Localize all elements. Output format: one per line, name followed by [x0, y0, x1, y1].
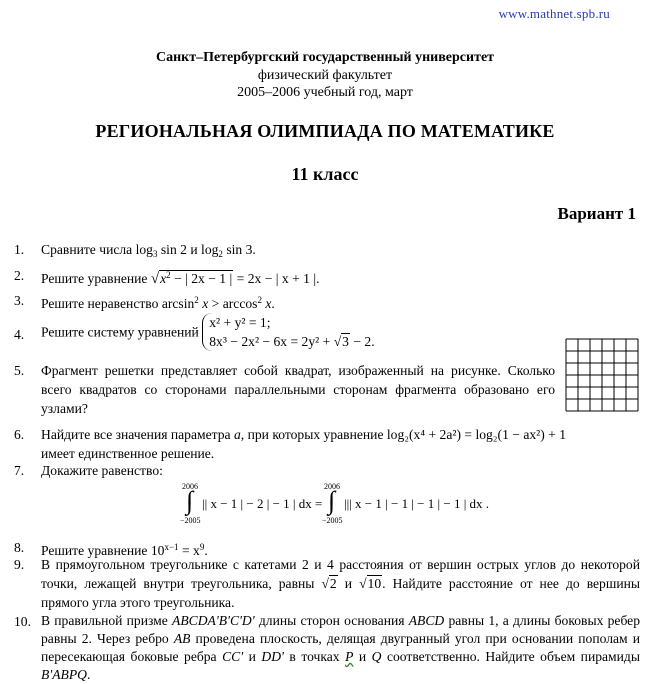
- university-name: Санкт–Петербургский государственный университет: [155, 50, 495, 65]
- problem-number: 8.: [14, 540, 25, 555]
- problem-number: 7.: [14, 463, 25, 478]
- problem-text: Решите уравнение $√x^2$ − | 2x − 1 | = 2x − | x + 1 |.: [41, 270, 320, 287]
- grade-label: 11 класс: [291, 164, 359, 184]
- equation-system: x² + y² = 1; 8x³ − 2x² − 6x = 2y² + √3 − 2.: [202, 313, 374, 351]
- problem-number: 4.: [14, 327, 25, 342]
- problem-text: Решите неравенство $\arcsin^2 x > \arccos^2 x$.: [41, 295, 275, 311]
- problem-7: [14, 461, 640, 480]
- problem-number: 5.: [14, 363, 25, 378]
- problem-number: 10.: [14, 614, 31, 629]
- problem-text: В прямоугольном треугольнике с катетами 2 и 4 расстояния от вершин острых углов до некоторой точки, лежащей внутри треугольника, равны √2 и √10. Найдите расстояние от нее до вершины прямого угла этого треугольника.: [41, 557, 641, 610]
- problem-text: Докажите равенство:: [41, 463, 163, 478]
- problem-number: 2.: [14, 268, 25, 283]
- faculty-name: физический факультет: [257, 68, 393, 83]
- problem-10: [14, 612, 640, 680]
- problem-number: 1.: [14, 242, 25, 257]
- problem-number: 3.: [14, 293, 25, 308]
- lattice-figure: [565, 338, 639, 412]
- problem-number: 9.: [14, 557, 25, 572]
- problem-text: Решите уравнение $10^{x-1} = x^9$.: [41, 542, 208, 558]
- problem-text: Решите систему уравнений x² + y² = 1; 8x³ − 2x² − 6x = 2y² + √3 − 2.: [41, 315, 375, 349]
- problem-3: [14, 291, 640, 310]
- problem-9: [14, 555, 640, 612]
- variant-label: Вариант 1: [557, 204, 636, 223]
- problem-number: 6.: [14, 427, 25, 442]
- problem-5: [14, 361, 555, 419]
- integral-equality: 2006 ∫ −2005 || x − 1 | − 2 | − 1 | dx = 2006 ∫ −2005 ||| x − 1 | − 1 | − 1 | − 1 | dx .: [180, 482, 490, 525]
- site-url[interactable]: www.mathnet.spb.ru: [498, 6, 610, 21]
- page-title: РЕГИОНАЛЬНАЯ ОЛИМПИАДА ПО МАТЕМАТИКЕ: [95, 121, 555, 141]
- problem-text: Фрагмент решетки представляет собой квадрат, изображенный на рисунке. Сколько всего квадратов со сторонами параллельными сторонам фрагмента образовано его узлами?: [41, 363, 555, 416]
- problem-text: В правильной призме ABCDA'B'C'D' длины сторон основания ABCD равны 1, а длины боковых ребер равны 2. Через ребро AB проведена плоскость, делящая двугранный угол при основании пополам и пересекающая боковые ребра CC' и DD' в точках P и Q соответственно. Найдите объем пирамиды B'ABPQ.: [41, 613, 641, 682]
- problem-1: [14, 240, 640, 259]
- problem-text: Найдите все значения параметра a, при которых уравнение log₂(x⁴ + 2a²) = log₂(1 − ax²) + 1 имеет единственное решение.: [41, 427, 567, 461]
- academic-year: 2005–2006 учебный год, март: [237, 85, 413, 100]
- problem-text: Сравните числа $\log_3 \sin 2$ и $\log_2 \sin 3$.: [41, 242, 256, 259]
- problem-2: [14, 266, 640, 285]
- problem-6: [14, 425, 640, 463]
- problem-4: [14, 313, 640, 357]
